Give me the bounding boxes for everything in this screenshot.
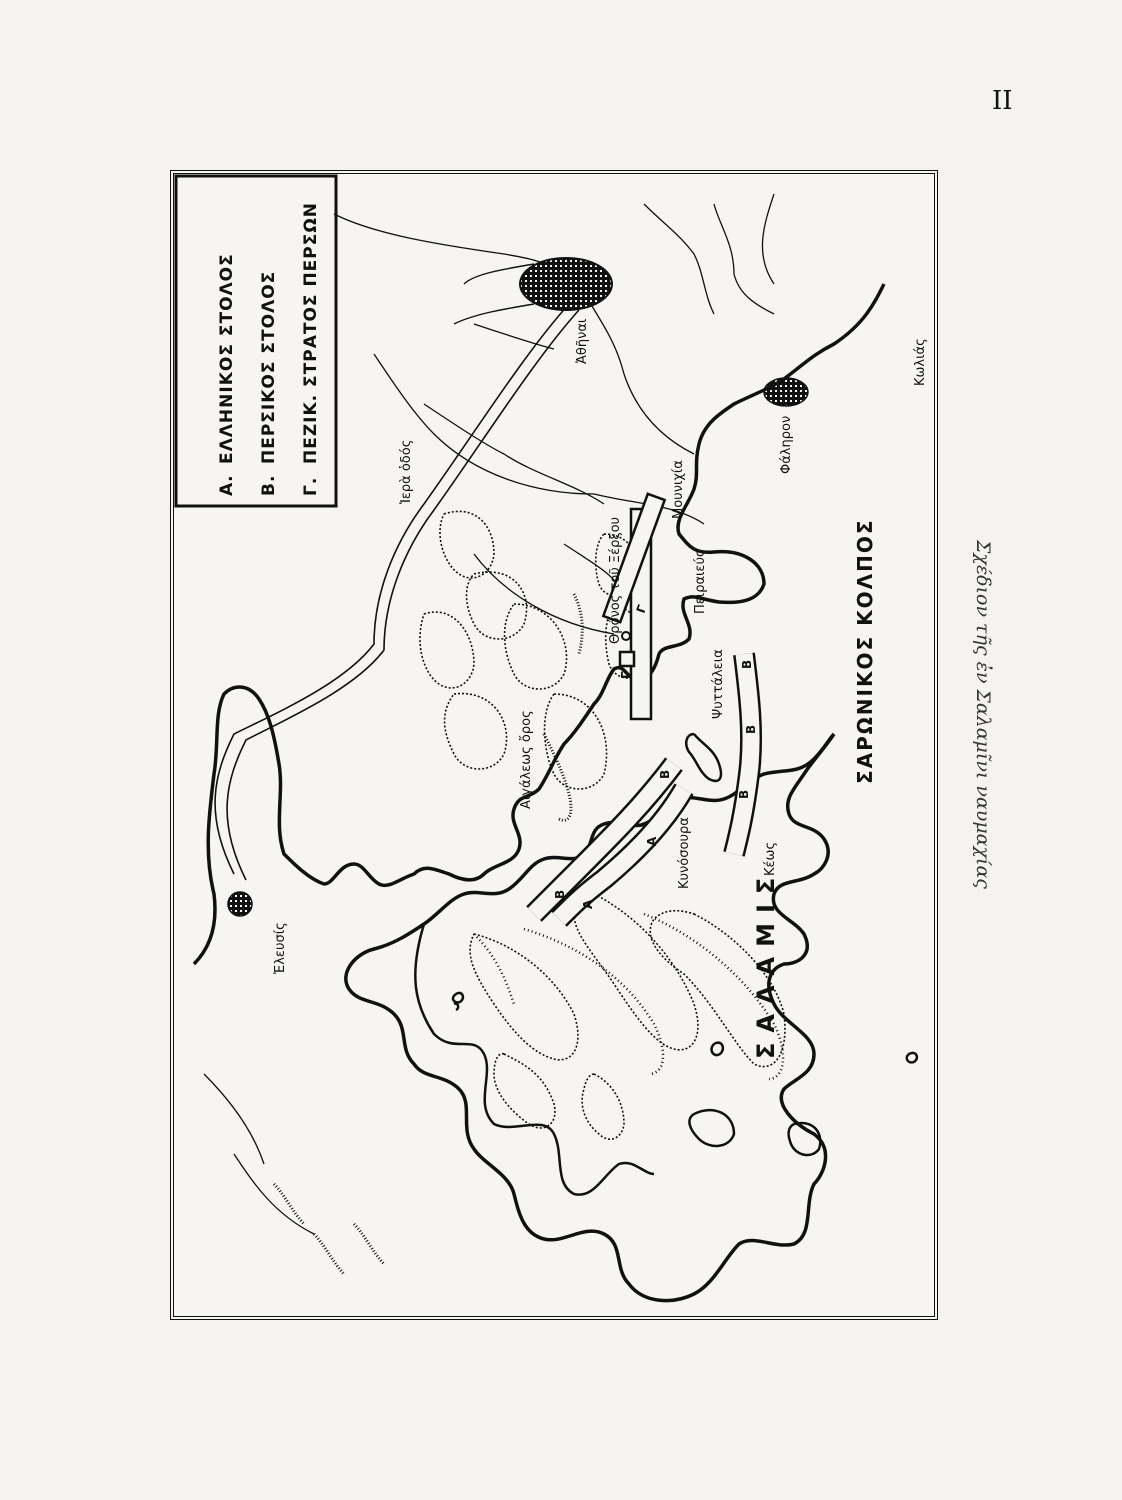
persian-mark-3: Β [737,789,751,799]
label-mounichia: Μουνιχία [671,460,686,519]
phaleron-town [764,378,808,406]
islets [453,993,917,1155]
legend-key-b: Β. [259,474,279,496]
persian-mark-4: Β [658,769,672,779]
eleusis-town [228,892,252,916]
legend-item-persian-army: ΠΕΖΙΚ. ΣΤΡΑΤΟΣ ΠΕΡΣΩΝ [301,201,321,464]
army-mark-1: Γ [619,671,633,679]
map-frame [170,170,938,1320]
salamis-map [174,174,934,1316]
label-kynosoura: Κυνόσουρα [677,817,692,889]
label-saronic-gulf: ΣΑΡΩΝΙΚΟΣ ΚΟΛΠΟΣ [853,518,877,784]
aigaleos-ridge [544,594,582,820]
label-aigaleos: Αἰγάλεως ὄρος [519,710,534,809]
label-eleusis: Ἐλευσίς [273,922,288,974]
army-mark-3: Γ [633,603,650,616]
label-throne: Θρόνος τοῦ Ξέρξου [608,516,623,644]
label-psyttaleia: Ψυττάλεια [711,649,726,719]
label-kolias: Κωλιάς [913,338,928,386]
greek-mark-1: Α [645,836,659,846]
legend [176,176,336,506]
eleusis-hills [274,1184,384,1274]
label-keos: Κέως [763,841,778,876]
persian-mark-1: Β [740,659,754,669]
greek-fleet-line [559,789,684,919]
athens-city [454,258,612,324]
label-salamis: ΣΑΛΑΜΙΣ [752,867,780,1059]
label-athens: Ἀθῆναι [575,318,590,364]
psyttaleia-island [686,734,721,781]
legend-key-c: Γ. [301,476,321,496]
salamis-hills [470,894,785,1140]
legend-item-persian-fleet: ΠΕΡΣΙΚΟΣ ΣΤΟΛΟΣ [259,270,279,464]
salamis-ridges [474,914,783,1079]
label-phaleron: Φάληρον [779,415,794,474]
label-piraeus: Πειραιεύς [693,549,708,614]
persian-mark-5: Β [553,889,567,899]
label-sacred-way: Ἱερὰ ὁδός [399,439,414,504]
page-number: II [992,86,1013,116]
persian-mark-2: Β [744,724,758,734]
greek-mark-2: Α [581,899,595,909]
map-caption: Σχέδιον τῆς ἐν Σαλαμῖνι ναυμαχίας [972,540,994,889]
legend-item-greek-fleet: ΕΛΛΗΝΙΚΟΣ ΣΤΟΛΟΣ [217,253,237,464]
persian-fleet-line [734,654,758,854]
legend-key-a: Α. [217,474,237,496]
